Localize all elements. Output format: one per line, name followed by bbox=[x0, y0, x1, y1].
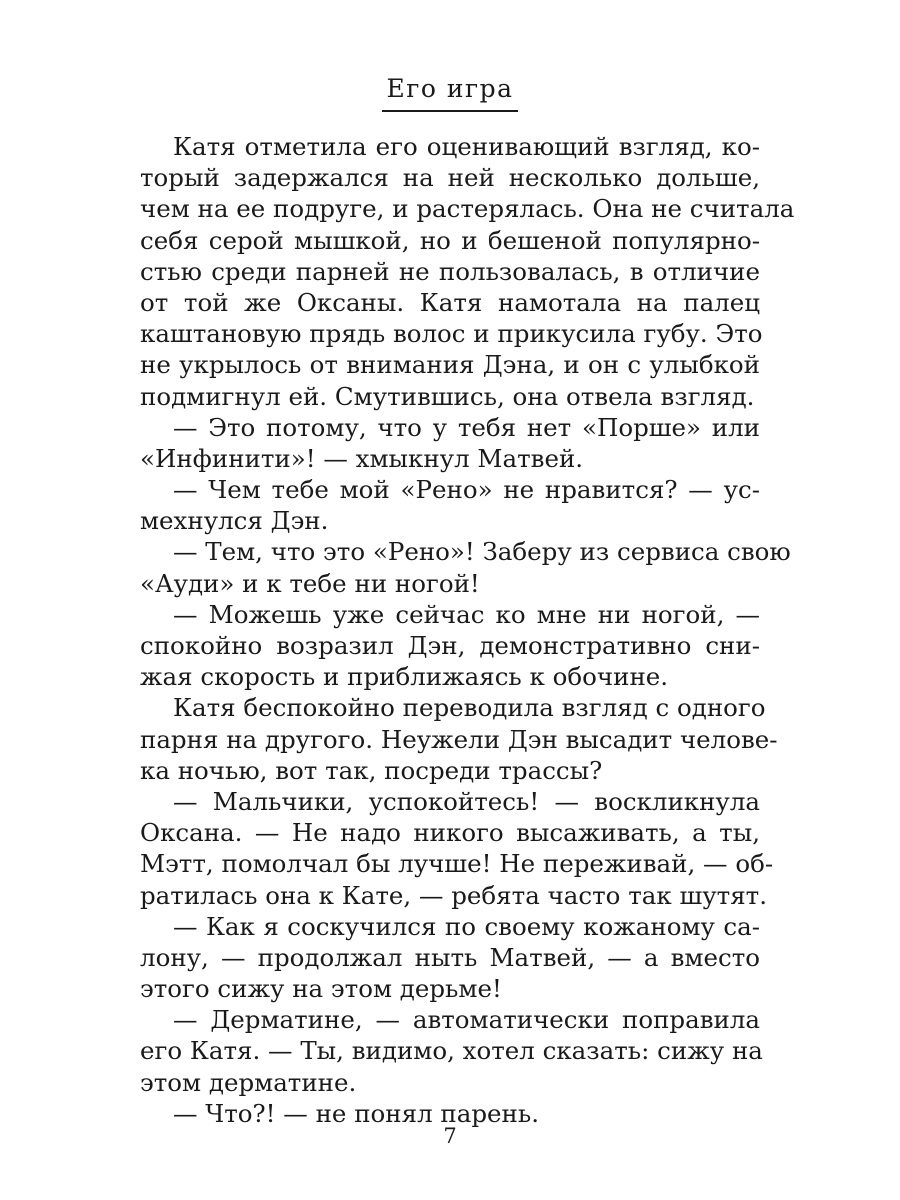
text-line: Катя беспокойно переводила взгляд с одного bbox=[173, 693, 766, 723]
text-line: Оксана. — Не надо никого высаживать, а ты, bbox=[140, 818, 760, 848]
text-line: — Тем, что это «Рено»! Заберу из сервиса свою bbox=[173, 537, 791, 567]
text-line: парня на другого. Неужели Дэн высадит челове- bbox=[140, 724, 778, 754]
text-line: жая скорость и приближаясь к обочине. bbox=[140, 662, 669, 692]
text-line: — Дерматине, — автоматически поправила bbox=[173, 1005, 760, 1035]
text-line: — Это потому, что у тебя нет «Порше» или bbox=[173, 412, 760, 442]
text-line: ратилась она к Кате, — ребята часто так шутят. bbox=[140, 880, 768, 910]
text-line: чем на ее подруге, и растерялась. Она не считала bbox=[140, 194, 795, 224]
text-line: этого сижу на этом дерьме! bbox=[140, 974, 502, 1004]
body-text bbox=[140, 131, 795, 1129]
text-line: — Как я соскучился по своему кожаному са- bbox=[173, 911, 760, 941]
page-number: 7 bbox=[443, 1124, 457, 1148]
text-line: — Мальчики, успокойтесь! — воскликнула bbox=[173, 786, 760, 816]
running-header bbox=[0, 74, 900, 112]
text-line: торый задержался на ней несколько дольше, bbox=[140, 163, 760, 193]
text-line: лону, — продолжал ныть Матвей, — а вместо bbox=[140, 942, 760, 972]
text-line: «Инфинити»! — хмыкнул Матвей. bbox=[140, 443, 584, 473]
text-line: — Что?! — не понял парень. bbox=[173, 1098, 539, 1128]
text-line: себя серой мышкой, но и бешеной популярно- bbox=[140, 225, 760, 255]
text-line: Катя отметила его оценивающий взгляд, ко- bbox=[173, 132, 760, 161]
text-line: его Катя. — Ты, видимо, хотел сказать: сижу на bbox=[140, 1036, 763, 1066]
text-line: стью среди парней не пользовалась, в отличие bbox=[140, 256, 760, 286]
text-line: Мэтт, помолчал бы лучше! Не переживай, — об- bbox=[140, 849, 774, 879]
text-line: подмигнул ей. Смутившись, она отвела взгляд. bbox=[140, 381, 755, 411]
text-line: — Можешь уже сейчас ко мне ни ногой, — bbox=[173, 599, 760, 629]
text-line: мехнулся Дэн. bbox=[140, 506, 329, 536]
text-line: этом дерматине. bbox=[140, 1067, 357, 1097]
text-line: ка ночью, вот так, посреди трассы? bbox=[140, 755, 603, 785]
running-header-title: Его игра bbox=[382, 74, 517, 112]
text-line: «Ауди» и к тебе ни ногой! bbox=[140, 568, 480, 598]
text-line: каштановую прядь волос и прикусила губу. Это bbox=[140, 319, 763, 349]
text-line: спокойно возразил Дэн, демонстративно сни- bbox=[140, 631, 760, 660]
text-line: не укрылось от внимания Дэна, и он с улыбкой bbox=[140, 350, 760, 380]
text-line: — Чем тебе мой «Рено» не нравится? — ус- bbox=[173, 475, 760, 505]
text-line: от той же Оксаны. Катя намотала на палец bbox=[140, 287, 760, 317]
